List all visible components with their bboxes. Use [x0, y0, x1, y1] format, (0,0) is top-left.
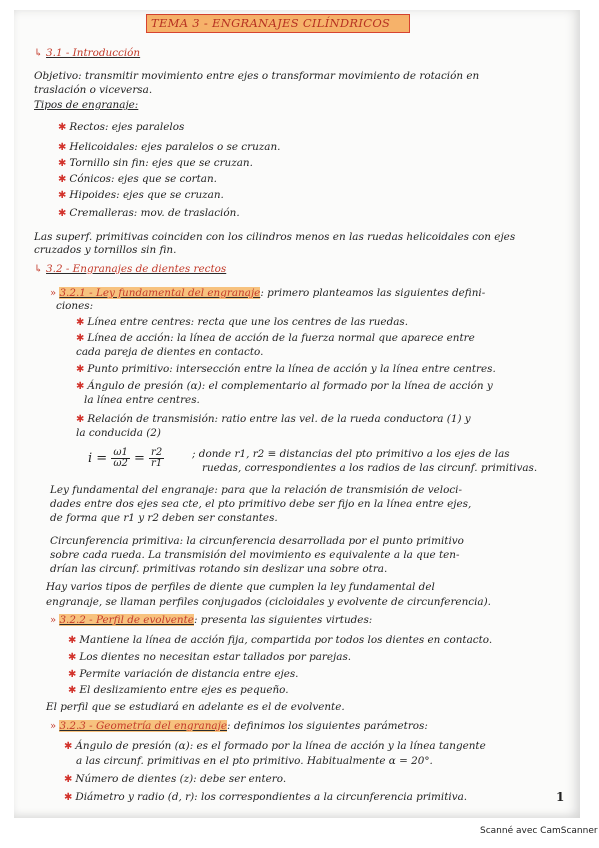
page-title: TEMA 3 - ENGRANAJES CILÍNDRICOS — [151, 16, 391, 30]
ley-line-2: dades entre dos ejes sea cte, el pto primitivo debe ser fijo en la línea entre ejes, — [50, 498, 472, 510]
virtud-item: ✱ El deslizamiento entre ejes es pequeño. — [68, 684, 289, 696]
superf-line-2: cruzados y tornillos sin fin. — [34, 244, 177, 256]
section-3-1-heading: ↳ 3.1 - Introducción — [34, 47, 141, 59]
section-3-2-heading: ↳ 3.2 - Engranajes de dientes rectos — [34, 263, 227, 275]
section-3-2-1-heading: » 3.2.1 - Ley fundamental del engranaje: primero planteamos las siguientes defini- — [50, 287, 486, 299]
definition-item: ✱ Línea de acción: la línea de acción de la fuerza normal que aparece entre — [76, 332, 475, 344]
definition-item: ✱ Ángulo de presión (α): el complementario al formado por la línea de acción y — [76, 380, 493, 392]
type-item: ✱ Cónicos: ejes que se cortan. — [58, 173, 217, 185]
definition-item: ✱ Punto primitivo: intersección entre la línea de acción y la línea entre centres. — [76, 363, 496, 375]
circ-line-1: Circunferencia primitiva: la circunferencia desarrollada por el punto primitivo — [50, 535, 464, 547]
transmission-ratio-formula: i = $\frac{\omega 1}{\omega 2}$ = $\frac{r2}{r1}$ — [88, 447, 163, 469]
perfil-note: El perfil que se estudiará en adelante es el de evolvente. — [46, 701, 345, 713]
param-item: ✱ Número de dientes (z): debe ser entero. — [64, 773, 287, 785]
type-item: ✱ Tornillo sin fin: ejes que se cruzan. — [58, 157, 253, 169]
virtud-item: ✱ Mantiene la línea de acción fija, compartida por todos los dientes en contacto. — [68, 634, 493, 646]
scanner-watermark: Scanné avec CamScanner — [480, 826, 598, 836]
circ-line-2: sobre cada rueda. La transmisión del movimiento es equivalente a la que ten- — [50, 549, 460, 561]
perfiles-line-1: Hay varios tipos de perfiles de diente que cumplen la ley fundamental del — [46, 581, 435, 593]
circ-line-3: drían las circunf. primitivas rotando sin deslizar una sobre otra. — [50, 563, 388, 575]
ley-line-1: Ley fundamental del engranaje: para que la relación de transmisión de veloci- — [50, 484, 462, 496]
type-item: ✱ Rectos: ejes paralelos — [58, 121, 185, 133]
param-item: ✱ Diámetro y radio (d, r): los correspondientes a la circunferencia primitiva. — [64, 791, 468, 803]
param-item-cont: a las circunf. primitivas en el pto primitivo. Habitualmente α = 20°. — [76, 755, 433, 767]
objective-line-2: traslación o viceversa. — [34, 84, 153, 96]
virtud-item: ✱ Los dientes no necesitan estar tallados por parejas. — [68, 651, 352, 663]
page-number: 1 — [556, 790, 565, 804]
definition-item-cont: cada pareja de dientes en contacto. — [76, 346, 264, 358]
definition-item-cont: la conducida (2) — [76, 427, 161, 439]
type-item: ✱ Helicoidales: ejes paralelos o se cruzan. — [58, 141, 281, 153]
definition-item: ✱ Línea entre centres: recta que une los centres de las ruedas. — [76, 316, 409, 328]
objective-line-1: Objetivo: transmitir movimiento entre ejes o transformar movimiento de rotación en — [34, 70, 480, 82]
formula-note-2: ruedas, correspondientes a los radios de las circunf. primitivas. — [202, 462, 538, 474]
definition-item-cont: la línea entre centres. — [84, 394, 200, 406]
type-item: ✱ Hipoides: ejes que se cruzan. — [58, 189, 224, 201]
section-3-2-1-cont: ciones: — [56, 300, 94, 312]
superf-line-1: Las superf. primitivas coinciden con los cilindros menos en las ruedas helicoidales con ejes — [34, 231, 516, 243]
section-3-2-2-heading: » 3.2.2 - Perfil de evolvente: presenta las siguientes virtudes: — [50, 614, 373, 626]
param-item: ✱ Ángulo de presión (α): es el formado por la línea de acción y la línea tangente — [64, 740, 486, 752]
section-3-2-3-heading: » 3.2.3 - Geometría del engranaje: definimos los siguientes parámetros: — [50, 720, 428, 732]
definition-item: ✱ Relación de transmisión: ratio entre las vel. de la rueda conductora (1) y — [76, 413, 471, 425]
ley-line-3: de forma que r1 y r2 deben ser constantes. — [50, 512, 278, 524]
perfiles-line-2: engranaje, se llaman perfiles conjugados (cicloidales y evolvente de circunferencia). — [46, 596, 491, 608]
type-item: ✱ Cremalleras: mov. de traslación. — [58, 207, 240, 219]
virtud-item: ✱ Permite variación de distancia entre ejes. — [68, 668, 299, 680]
formula-note-1: ; donde r1, r2 ≡ distancias del pto primitivo a los ejes de las — [192, 448, 510, 460]
types-heading: Tipos de engranaje: — [34, 99, 139, 111]
